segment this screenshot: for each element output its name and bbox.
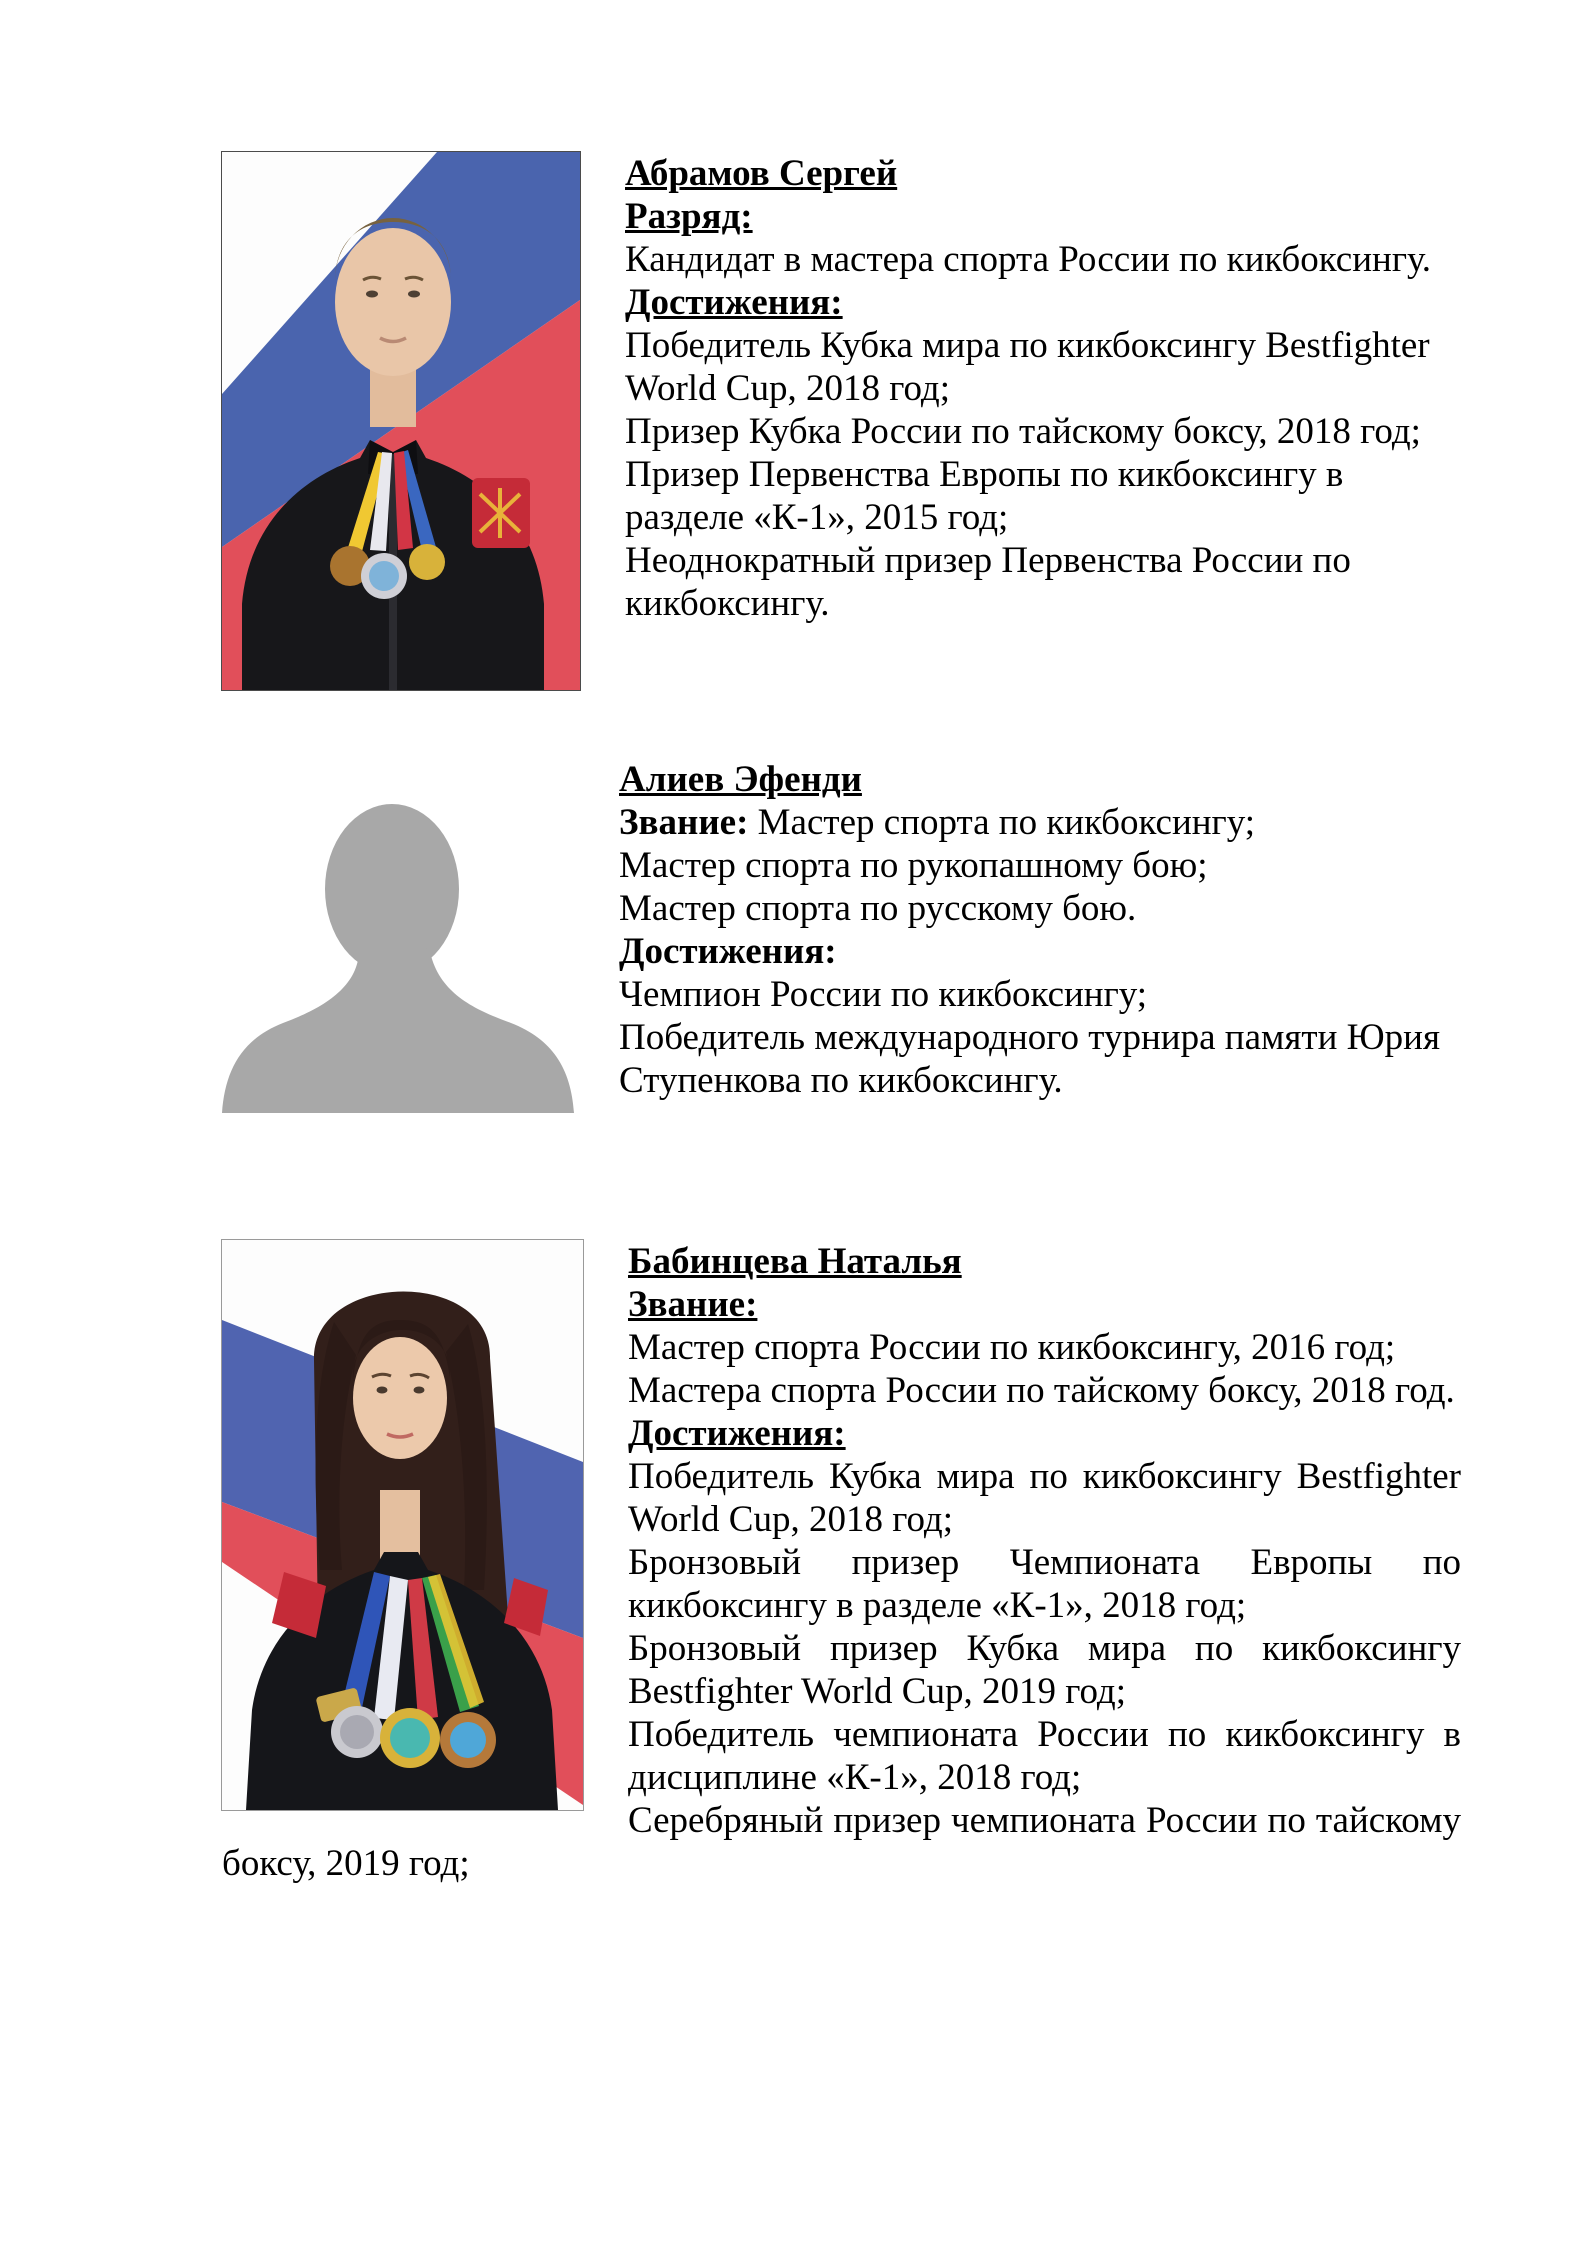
- section-heading-achievements: Достижения:: [625, 282, 843, 323]
- section-heading-achievements: Достижения:: [619, 931, 837, 972]
- title-line: Мастер спорта по рукопашному бою;: [619, 845, 1208, 886]
- document-page: [0, 152, 1588, 1885]
- athlete-photo-illustration: [222, 152, 580, 690]
- rank-text: Кандидат в мастера спорта России по кикбоксингу.: [625, 239, 1432, 280]
- achievement-line: Призер Кубка России по тайскому боксу, 2018 год;: [625, 411, 1421, 452]
- silhouette-illustration: [222, 758, 574, 1113]
- athlete-photo-babintseva: [222, 1240, 583, 1810]
- section-heading-achievements: Достижения:: [628, 1413, 846, 1454]
- achievement-line: Чемпион России по кикбоксингу;: [619, 974, 1148, 1015]
- athlete-name: Абрамов Сергей: [625, 153, 898, 194]
- profile-abramov: [222, 152, 1461, 690]
- achievement-line: Победитель международного турнира памяти Юрия Ступенкова по кикбоксингу.: [619, 1017, 1440, 1101]
- athlete-name: Алиев Эфенди: [619, 759, 862, 800]
- achievement-line: Бронзовый призер Кубка мира по кикбоксингу Bestfighter World Cup, 2019 год;: [628, 1628, 1461, 1712]
- person-silhouette-placeholder: [222, 758, 574, 1113]
- red-chest-patch: [472, 478, 530, 548]
- achievement-line: Победитель чемпионата России по кикбоксингу в дисциплине «К-1», 2018 год;: [628, 1714, 1461, 1798]
- title-line: Звание: Мастер спорта по кикбоксингу;: [619, 802, 1256, 843]
- achievement-line: Серебряный призер чемпионата России по тайскому боксу, 2019 год;: [222, 1800, 1461, 1884]
- profile-babintseva: [222, 1240, 1461, 1885]
- section-heading-title: Звание:: [628, 1284, 758, 1325]
- athlete-photo-illustration: [222, 1240, 583, 1810]
- achievement-line: Неоднократный призер Первенства России по кикбоксингу.: [625, 540, 1351, 624]
- athlete-name: Бабинцева Наталья: [628, 1241, 962, 1282]
- profile-aliev: [222, 758, 1461, 1113]
- achievement-line: Бронзовый призер Чемпионата Европы по кикбоксингу в разделе «К-1», 2018 год;: [628, 1542, 1461, 1626]
- athlete-photo-abramov: [222, 152, 580, 690]
- title-line: Мастер спорта по русскому бою.: [619, 888, 1137, 929]
- title-line: Мастер спорта России по кикбоксингу, 2016 год;: [628, 1327, 1396, 1368]
- title-line: Мастера спорта России по тайскому боксу, 2018 год.: [628, 1370, 1455, 1411]
- achievement-line: Победитель Кубка мира по кикбоксингу Bestfighter World Cup, 2018 год;: [625, 325, 1430, 409]
- section-heading-rank: Разряд:: [625, 196, 753, 237]
- achievement-line: Победитель Кубка мира по кикбоксингу Bestfighter World Cup, 2018 год;: [628, 1456, 1461, 1540]
- achievement-line: Призер Первенства Европы по кикбоксингу в разделе «К-1», 2015 год;: [625, 454, 1344, 538]
